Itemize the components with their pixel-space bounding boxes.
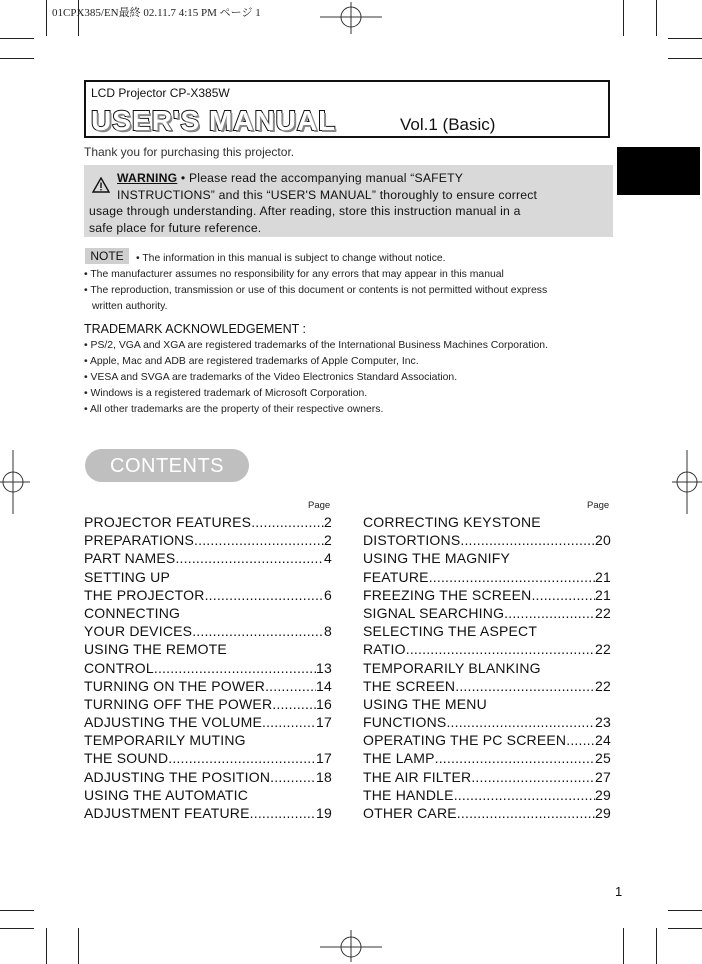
toc-entry-page: 2 (324, 532, 332, 549)
trademark-item: • VESA and SVGA are trademarks of the Video Electronics Standard Association. (84, 372, 458, 383)
toc-entry (363, 622, 611, 640)
toc-entry-title: RATIO (363, 641, 406, 658)
toc-entry-title: THE AIR FILTER (363, 768, 472, 785)
volume-label: Vol.1 (Basic) (400, 115, 496, 134)
toc-leader-dots (429, 568, 595, 586)
registration-mark-left-icon (0, 450, 30, 514)
toc-entry-title: YOUR DEVICES (84, 623, 193, 640)
toc-entry (84, 513, 332, 531)
toc-leader-dots (175, 549, 324, 567)
toc-entry (363, 659, 611, 677)
toc-entry-title: PREPARATIONS (84, 532, 195, 549)
model-name: LCD Projector CP-X385W (91, 86, 230, 100)
toc-leader-dots (471, 768, 595, 786)
toc-entry-title: TEMPORARILY MUTING (84, 732, 246, 749)
toc-leader-dots (251, 513, 324, 531)
registration-mark-right-icon (672, 450, 702, 514)
title-box (84, 80, 610, 138)
warning-box (84, 165, 613, 237)
toc-entry-title: CORRECTING KEYSTONE (363, 514, 541, 530)
note-badge: NOTE (85, 248, 129, 264)
toc-entry-title: FEATURE (363, 568, 429, 585)
toc-entry (363, 749, 611, 767)
toc-entry-title: SELECTING THE ASPECT (363, 623, 538, 640)
toc-entry (363, 804, 611, 822)
trademark-item: • Apple, Mac and ADB are registered trademarks of Apple Computer, Inc. (84, 356, 419, 367)
warning-label: WARNING (117, 171, 178, 185)
toc-entry-page: 14 (316, 677, 332, 694)
toc-entry-page: 27 (595, 768, 611, 785)
toc-leader-dots (194, 531, 324, 549)
toc-entry-title: USING THE REMOTE (84, 641, 227, 658)
toc-leader-dots (168, 749, 316, 767)
toc-entry-title: OPERATING THE PC SCREEN (363, 732, 567, 749)
toc-entry-title: THE HANDLE (363, 786, 454, 803)
warning-line-3: usage through understanding. After reading, store this instruction manual in a (89, 204, 521, 218)
toc-leader-dots (531, 586, 595, 604)
trademark-heading: TRADEMARK ACKNOWLEDGEMENT : (84, 322, 307, 336)
toc-entry (363, 549, 611, 567)
note-item-1: • The information in this manual is subject to change without notice. (136, 253, 446, 264)
toc-entry (84, 677, 332, 695)
toc-entry (84, 604, 332, 622)
toc-leader-dots (435, 749, 595, 767)
toc-entry (84, 804, 332, 822)
toc-leader-dots (454, 786, 595, 804)
toc-entry-title: OTHER CARE (363, 805, 457, 821)
toc-entry-title: PART NAMES (84, 550, 176, 567)
toc-entry-page: 22 (595, 641, 611, 658)
toc-entry-title: SETTING UP (84, 568, 171, 585)
note-item-2: • The manufacturer assumes no responsibility for any errors that may appear in this manual (84, 269, 504, 280)
page-column-header-left: Page (308, 500, 331, 511)
page-column-header-right: Page (587, 500, 610, 511)
toc-entry-page: 17 (316, 714, 332, 731)
warning-line-2: INSTRUCTIONS” and this “USER'S MANUAL” thoroughly to ensure correct (117, 187, 538, 202)
toc-entry-page: 16 (316, 695, 332, 712)
toc-entry (84, 713, 332, 731)
toc-entry-page: 8 (324, 623, 332, 640)
toc-leader-dots (504, 604, 595, 622)
toc-leader-dots (406, 640, 595, 658)
warning-triangle-icon (92, 177, 110, 193)
toc-leader-dots (265, 677, 316, 695)
toc-entry-page: 20 (595, 532, 611, 549)
toc-entry (84, 659, 332, 677)
toc-entry-title: THE SOUND (84, 750, 169, 767)
toc-entry-page: 6 (324, 586, 332, 603)
toc-leader-dots (460, 531, 595, 549)
toc-entry-title: USING THE MAGNIFY (363, 550, 511, 567)
registration-mark-bottom-icon (320, 930, 382, 962)
toc-entry-page: 2 (324, 514, 332, 530)
toc-entry-page: 25 (595, 750, 611, 767)
toc-entry-title: THE PROJECTOR (84, 586, 205, 603)
toc-entry (84, 695, 332, 713)
toc-entry-page: 4 (324, 550, 332, 567)
toc-entry-title: THE LAMP (363, 750, 435, 767)
toc-entry (84, 731, 332, 749)
toc-entry (84, 549, 332, 567)
toc-entry-page: 21 (595, 568, 611, 585)
print-header: 01CPX385/EN最終 02.11.7 4:15 PM ページ 1 (52, 7, 261, 19)
toc-entry (363, 531, 611, 549)
thanks-text: Thank you for purchasing this projector. (84, 145, 295, 159)
toc-entry (363, 713, 611, 731)
toc-entry (84, 622, 332, 640)
toc-entry-title: FREEZING THE SCREEN (363, 586, 532, 603)
toc-entry (363, 695, 611, 713)
toc-entry-title: CONNECTING (84, 604, 181, 621)
toc-entry-title: USING THE AUTOMATIC (84, 786, 249, 803)
toc-entry (84, 749, 332, 767)
toc-entry-page: 18 (316, 768, 332, 785)
toc-entry-title: DISTORTIONS (363, 532, 461, 549)
warning-line-4: safe place for future reference. (89, 220, 262, 235)
toc-right-column (363, 513, 611, 822)
manual-title: USER'S MANUAL (91, 105, 337, 136)
toc-entry-title: CONTROL (84, 659, 154, 676)
toc-entry (363, 568, 611, 586)
toc-entry-page: 22 (595, 677, 611, 694)
toc-entry (363, 677, 611, 695)
toc-entry-page: 23 (595, 714, 611, 731)
toc-entry (84, 768, 332, 786)
toc-entry-page: 17 (316, 750, 332, 767)
toc-entry-page: 29 (595, 786, 611, 803)
toc-entry-page: 22 (595, 604, 611, 621)
page-number: 1 (615, 884, 623, 899)
note-item-3-cont: written authority. (92, 301, 168, 312)
toc-entry (363, 768, 611, 786)
warning-line-1: • Please read the accompanying manual “SAFETY (177, 171, 464, 185)
toc-leader-dots (566, 731, 595, 749)
toc-entry-title: ADJUSTMENT FEATURE (84, 805, 250, 821)
toc-entry-title: PROJECTOR FEATURES (84, 514, 252, 530)
toc-entry-title: ADJUSTING THE POSITION (84, 768, 271, 785)
toc-entry (363, 640, 611, 658)
toc-leader-dots (455, 677, 595, 695)
trademark-item: • Windows is a registered trademark of Microsoft Corporation. (84, 388, 368, 399)
toc-entry (363, 586, 611, 604)
section-tab (617, 147, 700, 195)
toc-entry-page: 13 (316, 659, 332, 676)
toc-entry-title: TURNING OFF THE POWER (84, 695, 273, 712)
trademark-item: • All other trademarks are the property of their respective owners. (84, 404, 384, 415)
toc-entry-page: 29 (595, 805, 611, 821)
toc-entry-title: FUNCTIONS (363, 714, 447, 731)
toc-entry-title: THE SCREEN (363, 677, 456, 694)
toc-leader-dots (446, 713, 595, 731)
toc-entry (84, 640, 332, 658)
toc-entry (363, 786, 611, 804)
toc-left-column (84, 513, 332, 822)
trademark-item: • PS/2, VGA and XGA are registered trademarks of the International Business Machines Corporation. (84, 340, 548, 351)
toc-entry (363, 513, 611, 531)
contents-heading: CONTENTS (85, 449, 249, 482)
toc-entry-title: TURNING ON THE POWER (84, 677, 266, 694)
toc-entry-title: TEMPORARILY BLANKING (363, 659, 541, 676)
toc-leader-dots (192, 622, 324, 640)
toc-leader-dots (272, 695, 316, 713)
note-item-3: • The reproduction, transmission or use of this document or contents is not permitted without express (84, 285, 548, 296)
toc-entry-title: USING THE MENU (363, 695, 487, 712)
toc-entry-page: 21 (595, 586, 611, 603)
toc-entry (363, 604, 611, 622)
toc-leader-dots (250, 804, 316, 822)
toc-entry (84, 568, 332, 586)
registration-mark-top-icon (320, 2, 382, 34)
toc-entry (363, 731, 611, 749)
toc-leader-dots (205, 586, 324, 604)
toc-entry (84, 531, 332, 549)
toc-entry-page: 24 (595, 732, 611, 749)
toc-entry-title: ADJUSTING THE VOLUME (84, 714, 262, 731)
toc-leader-dots (270, 768, 316, 786)
toc-leader-dots (457, 804, 595, 822)
toc-entry-title: SIGNAL SEARCHING (363, 604, 505, 621)
toc-entry (84, 586, 332, 604)
toc-entry (84, 786, 332, 804)
toc-leader-dots (262, 713, 316, 731)
toc-entry-page: 19 (316, 805, 332, 821)
toc-leader-dots (154, 659, 316, 677)
